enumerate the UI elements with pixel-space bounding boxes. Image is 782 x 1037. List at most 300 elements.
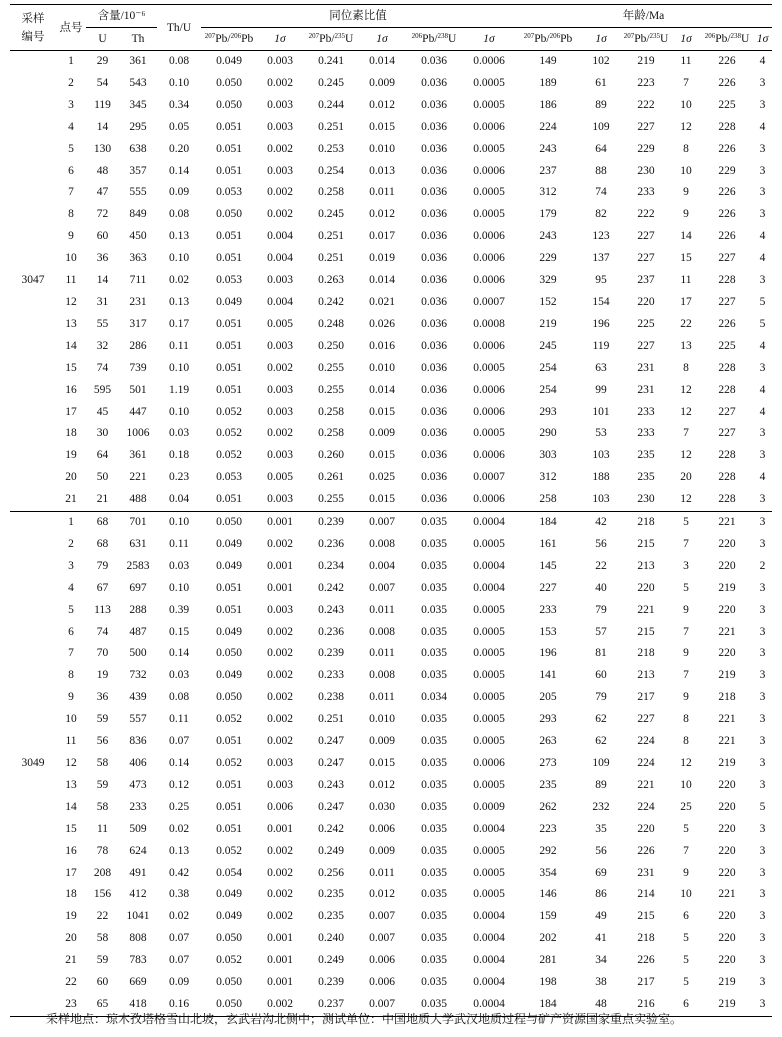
table-cell: 0.0005 bbox=[473, 361, 505, 374]
table-cell: 0.244 bbox=[318, 98, 344, 111]
table-cell: 0.0004 bbox=[473, 976, 505, 989]
table-cell: 303 bbox=[539, 449, 557, 462]
th-header: Th bbox=[119, 28, 157, 51]
table-cell: 137 bbox=[592, 252, 610, 265]
table-cell: 0.007 bbox=[359, 994, 405, 1016]
table-cell: 222 bbox=[637, 98, 655, 111]
table-cell: 228 bbox=[718, 361, 736, 374]
table-cell: 48 bbox=[96, 164, 109, 177]
table-cell: 0.0005 bbox=[473, 76, 505, 89]
table-cell: 0.0006 bbox=[473, 120, 505, 133]
table-cell: 4 bbox=[759, 120, 766, 133]
table-cell: 113 bbox=[94, 603, 111, 616]
table-cell: 0.050 bbox=[216, 76, 242, 89]
table-row bbox=[10, 489, 772, 511]
table-cell: 0.050 bbox=[216, 647, 242, 660]
table-cell: 81 bbox=[595, 647, 607, 660]
table-cell: 119 bbox=[94, 98, 111, 111]
table-cell: 0.036 bbox=[421, 493, 447, 506]
table-cell: 0.0004 bbox=[473, 910, 505, 923]
table-cell: 0.051 bbox=[216, 120, 242, 133]
table-cell: 0.036 bbox=[421, 186, 447, 199]
table-cell: 849 bbox=[129, 208, 147, 221]
table-row bbox=[10, 182, 772, 204]
table-cell: 5 bbox=[759, 317, 766, 330]
table-cell: 0.002 bbox=[267, 427, 293, 440]
table-cell: 0.002 bbox=[267, 844, 293, 857]
table-cell: 0.002 bbox=[267, 713, 293, 726]
table-cell: 38 bbox=[595, 976, 607, 989]
table-cell: 235 bbox=[637, 471, 655, 484]
table-row bbox=[10, 226, 772, 248]
table-cell: 0.010 bbox=[369, 361, 395, 374]
table-cell: 235 bbox=[539, 778, 557, 791]
table-cell: 109 bbox=[592, 757, 610, 769]
table-cell: 292 bbox=[539, 844, 557, 857]
table-cell: 4 bbox=[68, 581, 74, 594]
table-cell: 0.015 bbox=[369, 493, 395, 506]
table-cell: 0.02 bbox=[168, 822, 190, 835]
table-cell: 0.008 bbox=[369, 669, 395, 682]
table-cell: 8 bbox=[683, 142, 689, 155]
age-pb207-pb206-header: $^{207}$Pb/$^{206}$Pb bbox=[515, 28, 581, 51]
table-cell: 79 bbox=[96, 559, 109, 572]
table-cell: 0.245 bbox=[318, 208, 344, 221]
table-cell: 225 bbox=[718, 339, 736, 352]
table-row bbox=[10, 950, 772, 972]
table-cell: 836 bbox=[129, 735, 147, 748]
table-cell: 0.003 bbox=[267, 778, 293, 791]
table-cell: 0.052 bbox=[216, 427, 242, 440]
table-cell: 4 bbox=[759, 55, 766, 67]
ratio-pb207-pb206-header: $^{207}$Pb/$^{206}$Pb bbox=[201, 28, 257, 51]
table-cell: 447 bbox=[129, 405, 147, 418]
table-cell: 0.248 bbox=[318, 317, 344, 330]
table-cell: 3 bbox=[759, 493, 766, 506]
table-cell: 0.0005 bbox=[473, 844, 505, 857]
table-cell: 5 bbox=[759, 800, 766, 813]
table-cell: 221 bbox=[701, 512, 753, 534]
table-cell: 7 bbox=[683, 76, 689, 89]
table-cell: 0.0004 bbox=[473, 559, 505, 572]
table-cell: 5 bbox=[683, 581, 689, 594]
table-cell: 0.15 bbox=[168, 625, 190, 638]
table-cell: 9 bbox=[683, 603, 689, 616]
table-cell: 3 bbox=[68, 559, 74, 572]
table-cell: 0.051 bbox=[216, 361, 242, 374]
table-cell: 9 bbox=[68, 230, 74, 243]
table-cell: 543 bbox=[129, 76, 147, 89]
table-row bbox=[10, 73, 772, 95]
table-cell: 230 bbox=[637, 493, 655, 506]
table-cell: 40 bbox=[595, 581, 607, 594]
table-cell: 0.001 bbox=[267, 581, 293, 594]
table-cell: 16 bbox=[65, 383, 77, 396]
table-cell: 222 bbox=[637, 208, 655, 221]
table-cell: 0.049 bbox=[216, 537, 242, 550]
table-row bbox=[10, 906, 772, 928]
table-cell: 6 bbox=[68, 625, 74, 638]
table-cell: 219 bbox=[718, 581, 736, 594]
table-cell: 227 bbox=[637, 713, 655, 726]
table-cell: 4 bbox=[759, 405, 766, 418]
point-header: 点号 bbox=[56, 5, 86, 51]
table-cell: 35 bbox=[595, 822, 607, 835]
table-cell: 0.09 bbox=[168, 186, 190, 199]
table-cell: 631 bbox=[129, 537, 147, 550]
table-cell: 0.242 bbox=[318, 295, 344, 308]
table-cell: 208 bbox=[93, 866, 112, 879]
table-cell: 0.035 bbox=[421, 976, 447, 989]
table-cell: 783 bbox=[129, 954, 147, 967]
table-cell: 0.035 bbox=[421, 625, 447, 638]
table-cell: 5 bbox=[671, 512, 701, 534]
table-cell: 0.014 bbox=[369, 274, 395, 287]
table-cell: 12 bbox=[680, 120, 692, 133]
table-cell: 0.035 bbox=[421, 778, 447, 791]
table-cell: 30 bbox=[96, 427, 109, 440]
table-cell: 0.0006 bbox=[473, 252, 505, 265]
table-cell: 11 bbox=[65, 735, 77, 748]
table-cell: 0.001 bbox=[257, 512, 303, 534]
table-cell: 17 bbox=[65, 866, 77, 879]
table-cell: 3 bbox=[68, 98, 74, 111]
table-cell: 103 bbox=[592, 449, 610, 462]
table-cell: 48 bbox=[581, 994, 621, 1016]
table-cell: 1 bbox=[56, 512, 86, 534]
table-cell: 62 bbox=[595, 713, 607, 726]
table-cell: 0.036 bbox=[421, 76, 447, 89]
table-cell: 0.035 bbox=[421, 603, 447, 616]
table-cell: 0.051 bbox=[216, 317, 242, 330]
table-cell: 56 bbox=[595, 844, 607, 857]
table-cell: 0.035 bbox=[421, 954, 447, 967]
table-cell: 0.08 bbox=[168, 208, 190, 221]
table-cell: 7 bbox=[683, 844, 689, 857]
table-cell: 161 bbox=[539, 537, 557, 550]
table-cell: 0.0006 bbox=[473, 339, 505, 352]
table-cell: 47 bbox=[96, 186, 109, 199]
table-cell: 0.003 bbox=[267, 603, 293, 616]
table-cell: 2 bbox=[759, 559, 766, 572]
table-cell: 0.002 bbox=[267, 361, 293, 374]
table-cell: 7 bbox=[68, 186, 74, 199]
table-cell: 595 bbox=[93, 383, 112, 396]
table-cell: 9 bbox=[683, 647, 689, 660]
table-cell: 0.049 bbox=[216, 295, 242, 308]
table-cell: 0.004 bbox=[267, 252, 293, 265]
table-cell: 0.015 bbox=[369, 449, 395, 462]
table-cell: 0.002 bbox=[267, 691, 293, 704]
table-row bbox=[10, 556, 772, 578]
table-cell: 0.050 bbox=[216, 98, 242, 111]
table-cell: 0.036 bbox=[421, 142, 447, 155]
table-row bbox=[10, 51, 772, 73]
table-row bbox=[10, 117, 772, 139]
table-cell: 406 bbox=[129, 757, 147, 769]
table-cell: 79 bbox=[595, 603, 607, 616]
table-cell: 3 bbox=[759, 735, 766, 748]
table-row bbox=[10, 402, 772, 424]
table-cell: 0.238 bbox=[318, 691, 344, 704]
table-cell: 0.001 bbox=[267, 976, 293, 989]
table-cell: 0.006 bbox=[369, 822, 395, 835]
table-cell: 196 bbox=[539, 647, 557, 660]
table-cell: 3 bbox=[759, 603, 766, 616]
table-cell: 0.0005 bbox=[473, 427, 505, 440]
table-cell: 219 bbox=[701, 994, 753, 1016]
table-cell: 0.034 bbox=[421, 691, 447, 704]
table-cell: 141 bbox=[539, 669, 557, 682]
table-cell: 9 bbox=[683, 866, 689, 879]
table-cell: 218 bbox=[637, 647, 655, 660]
table-cell: 56 bbox=[595, 537, 607, 550]
table-cell: 0.20 bbox=[168, 142, 190, 155]
table-cell: 219 bbox=[718, 669, 736, 682]
table-cell: 224 bbox=[637, 800, 655, 813]
table-cell: 0.0004 bbox=[463, 512, 515, 534]
table-cell: 0.035 bbox=[421, 866, 447, 879]
table-cell: 21 bbox=[65, 493, 77, 506]
table-cell: 0.10 bbox=[168, 361, 190, 374]
table-cell: 0.0004 bbox=[463, 994, 515, 1016]
table-cell: 189 bbox=[539, 76, 557, 89]
table-cell: 220 bbox=[718, 932, 736, 945]
table-cell: 0.049 bbox=[216, 910, 242, 923]
table-cell: 0.25 bbox=[168, 800, 190, 813]
table-cell: 74 bbox=[96, 625, 109, 638]
table-cell: 89 bbox=[595, 778, 607, 791]
table-cell: 357 bbox=[129, 164, 147, 177]
table-cell: 0.051 bbox=[216, 603, 242, 616]
table-cell: 0.249 bbox=[318, 844, 344, 857]
table-cell: 0.036 bbox=[421, 55, 447, 67]
table-cell: 0.009 bbox=[369, 427, 395, 440]
table-cell: 0.05 bbox=[168, 120, 190, 133]
table-cell: 0.242 bbox=[318, 822, 344, 835]
table-cell: 7 bbox=[683, 427, 689, 440]
table-cell: 0.260 bbox=[318, 449, 344, 462]
table-cell: 7 bbox=[683, 537, 689, 550]
table-cell: 25 bbox=[680, 800, 692, 813]
table-cell: 500 bbox=[129, 647, 147, 660]
table-cell: 0.0004 bbox=[473, 932, 505, 945]
table-cell: 0.035 bbox=[421, 713, 447, 726]
table-cell: 74 bbox=[96, 361, 109, 374]
table-cell: 0.003 bbox=[267, 55, 293, 67]
table-cell: 220 bbox=[718, 800, 736, 813]
table-cell: 15 bbox=[65, 822, 77, 835]
table-cell: 0.053 bbox=[216, 471, 242, 484]
table-cell: 0.38 bbox=[168, 888, 190, 901]
table-cell: 0.0005 bbox=[473, 142, 505, 155]
table-cell: 63 bbox=[595, 361, 607, 374]
table-cell: 0.245 bbox=[318, 76, 344, 89]
table-cell: 3 bbox=[759, 844, 766, 857]
table-cell: 555 bbox=[129, 186, 147, 199]
table-cell: 0.002 bbox=[267, 208, 293, 221]
table-cell: 59 bbox=[96, 954, 109, 967]
table-cell: 0.049 bbox=[216, 55, 242, 67]
table-cell: 473 bbox=[129, 778, 147, 791]
table-cell: 0.10 bbox=[168, 76, 190, 89]
table-cell: 0.011 bbox=[369, 647, 395, 660]
table-cell: 0.036 bbox=[421, 164, 447, 177]
table-cell: 0.035 bbox=[421, 822, 447, 835]
table-cell: 4 bbox=[68, 120, 74, 133]
table-cell: 0.051 bbox=[216, 493, 242, 506]
table-cell: 64 bbox=[96, 449, 109, 462]
table-cell: 0.243 bbox=[318, 778, 344, 791]
table-row bbox=[10, 534, 772, 556]
table-cell: 3 bbox=[759, 954, 766, 967]
table-cell: 0.003 bbox=[267, 757, 293, 769]
table-cell: 638 bbox=[129, 142, 147, 155]
table-cell: 226 bbox=[718, 208, 736, 221]
table-cell: 0.004 bbox=[369, 559, 395, 572]
table-cell: 19 bbox=[65, 910, 77, 923]
table-cell: 0.0006 bbox=[473, 164, 505, 177]
table-cell: 17 bbox=[65, 405, 77, 418]
table-cell: 152 bbox=[539, 295, 557, 308]
table-cell: 11 bbox=[680, 274, 692, 287]
table-cell: 89 bbox=[595, 98, 607, 111]
table-cell: 0.002 bbox=[267, 888, 293, 901]
table-cell: 0.052 bbox=[216, 954, 242, 967]
table-cell: 0.002 bbox=[267, 625, 293, 638]
table-row bbox=[10, 819, 772, 841]
table-cell: 0.07 bbox=[168, 735, 190, 748]
table-cell: 488 bbox=[129, 493, 147, 506]
table-cell: 6 bbox=[683, 910, 689, 923]
table-cell: 0.03 bbox=[168, 427, 190, 440]
table-cell: 41 bbox=[595, 932, 607, 945]
table-cell: 67 bbox=[96, 581, 109, 594]
table-cell: 0.036 bbox=[421, 471, 447, 484]
table-cell: 0.036 bbox=[421, 383, 447, 396]
table-cell: 14 bbox=[65, 800, 77, 813]
table-cell: 3 bbox=[759, 186, 766, 199]
table-cell: 0.0005 bbox=[473, 186, 505, 199]
table-cell: 23 bbox=[56, 994, 86, 1016]
table-cell: 669 bbox=[129, 976, 147, 989]
table-cell: 0.036 bbox=[421, 230, 447, 243]
isotope-ratio-header: 同位素比值 bbox=[201, 5, 515, 28]
table-cell: 0.001 bbox=[267, 932, 293, 945]
table-cell: 0.036 bbox=[421, 405, 447, 418]
table-cell: 0.02 bbox=[168, 910, 190, 923]
table-cell: 227 bbox=[637, 120, 655, 133]
table-cell: 0.026 bbox=[369, 317, 395, 330]
table-cell: 103 bbox=[592, 493, 610, 506]
table-cell: 412 bbox=[129, 888, 147, 901]
table-cell: 0.035 bbox=[421, 735, 447, 748]
table-cell: 0.050 bbox=[216, 691, 242, 704]
table-cell: 3 bbox=[753, 994, 772, 1016]
table-cell: 1 bbox=[68, 55, 74, 67]
table-cell: 0.18 bbox=[168, 449, 190, 462]
table-cell: 78 bbox=[96, 844, 109, 857]
table-cell: 0.051 bbox=[216, 164, 242, 177]
table-cell: 0.0006 bbox=[473, 230, 505, 243]
table-cell: 215 bbox=[637, 625, 655, 638]
table-cell: 226 bbox=[718, 230, 736, 243]
table-cell: 12 bbox=[680, 405, 692, 418]
table-cell: 3 bbox=[759, 581, 766, 594]
table-cell: 198 bbox=[539, 976, 557, 989]
table-row bbox=[10, 139, 772, 161]
table-cell: 219 bbox=[718, 976, 736, 989]
table-cell: 223 bbox=[539, 822, 557, 835]
table-cell: 184 bbox=[515, 994, 581, 1016]
table-cell: 0.036 bbox=[421, 295, 447, 308]
table-cell: 22 bbox=[65, 976, 77, 989]
table-cell: 739 bbox=[129, 361, 147, 374]
table-cell: 62 bbox=[595, 735, 607, 748]
table-cell: 61 bbox=[595, 76, 607, 89]
table-cell: 3 bbox=[759, 888, 766, 901]
table-cell: 0.0006 bbox=[473, 757, 505, 769]
table-cell: 221 bbox=[718, 735, 736, 748]
table-cell: 224 bbox=[637, 757, 655, 769]
table-cell: 0.11 bbox=[169, 339, 189, 352]
table-cell: 0.02 bbox=[168, 274, 190, 287]
table-cell: 0.015 bbox=[369, 405, 395, 418]
table-cell: 60 bbox=[96, 976, 109, 989]
table-cell: 288 bbox=[129, 603, 147, 616]
table-cell: 732 bbox=[129, 669, 147, 682]
table-cell: 0.0004 bbox=[473, 581, 505, 594]
table-cell: 0.012 bbox=[369, 778, 395, 791]
table-cell: 5 bbox=[68, 603, 74, 616]
table-cell: 0.13 bbox=[168, 844, 190, 857]
table-cell: 3 bbox=[759, 537, 766, 550]
table-cell: 0.049 bbox=[216, 888, 242, 901]
table-cell: 1006 bbox=[126, 427, 150, 440]
table-cell: 0.0005 bbox=[473, 625, 505, 638]
table-cell: 263 bbox=[539, 735, 557, 748]
table-cell: 7 bbox=[68, 647, 74, 660]
table-cell: 808 bbox=[129, 932, 147, 945]
table-row bbox=[10, 248, 772, 270]
table-cell: 312 bbox=[539, 471, 557, 484]
table-cell: 0.004 bbox=[267, 230, 293, 243]
table-row bbox=[10, 600, 772, 622]
table-cell: 230 bbox=[637, 164, 655, 177]
table-cell: 231 bbox=[129, 295, 147, 308]
table-cell: 31 bbox=[96, 295, 109, 308]
table-cell: 0.08 bbox=[168, 55, 190, 67]
table-cell: 290 bbox=[539, 427, 557, 440]
table-cell: 0.003 bbox=[267, 405, 293, 418]
table-cell: 95 bbox=[595, 274, 607, 287]
table-cell: 36 bbox=[96, 252, 109, 265]
table-cell: 16 bbox=[65, 844, 77, 857]
table-cell: 0.09 bbox=[168, 976, 190, 989]
table-cell: 123 bbox=[592, 230, 610, 243]
table-cell: 224 bbox=[539, 120, 557, 133]
table-cell: 3 bbox=[759, 910, 766, 923]
table-cell: 220 bbox=[637, 581, 655, 594]
table-cell: 69 bbox=[595, 866, 607, 879]
table-cell: 0.0004 bbox=[473, 954, 505, 967]
table-cell: 101 bbox=[592, 405, 610, 418]
ratio-pb206-u238-header: $^{206}$Pb/$^{238}$U bbox=[405, 28, 463, 51]
table-cell: 226 bbox=[718, 186, 736, 199]
table-cell: 0.0006 bbox=[473, 383, 505, 396]
table-row bbox=[10, 358, 772, 380]
table-cell: 439 bbox=[129, 691, 147, 704]
